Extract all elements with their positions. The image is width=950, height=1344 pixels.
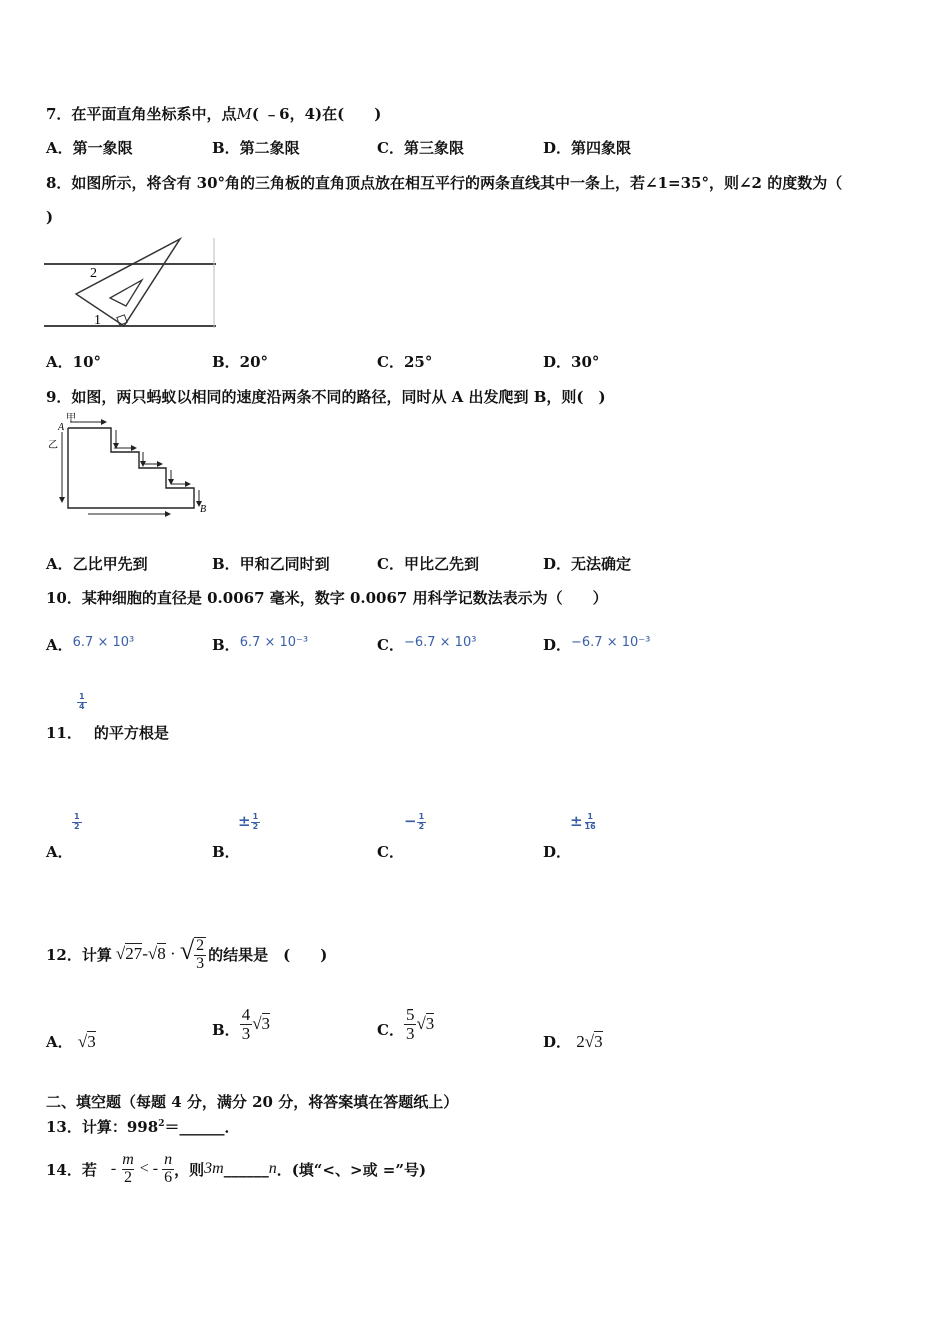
q10-value-c: −6.7 × 10³: [403, 635, 477, 650]
q12-value-c-frac: $\frac{5}{3}$: [405, 1005, 415, 1043]
triangle-outer: [76, 239, 180, 326]
q9-staircase-figure: [44, 412, 214, 522]
q9-option-a[interactable]: A．乙比甲先到: [46, 555, 148, 573]
q12-option-a[interactable]: A． √3: [46, 1032, 96, 1051]
q9-stem: 9．如图，两只蚂蚁以相同的速度沿两条不同的路径，同时从 A 出发爬到 B，则( ): [46, 388, 606, 406]
q7-option-b[interactable]: B．第二象限: [212, 139, 300, 157]
q8-option-a[interactable]: A．10°: [46, 353, 102, 371]
q14-answer-blank[interactable]: ______: [223, 1160, 269, 1179]
q12-option-c[interactable]: C． $\frac{5}{3}$ √3: [377, 1005, 435, 1043]
angle-2-label: 2: [90, 266, 97, 281]
q12-expression: √27-√8 · √ $\frac{2}{3}$: [115, 936, 205, 973]
q12-value-a: √3: [77, 1032, 96, 1051]
q10-option-d[interactable]: D．−6.7 × 10⁻³: [543, 635, 651, 654]
q8-stem-close: ): [46, 208, 54, 226]
q10-option-a[interactable]: A．6.7 × 10³: [46, 635, 135, 654]
q11-option-d-value: ± $\frac{1}{16}$: [570, 812, 596, 831]
q9-option-d[interactable]: D．无法确定: [543, 555, 632, 573]
q10-value-a: 6.7 × 10³: [72, 635, 135, 650]
triangle-inner: [110, 280, 142, 306]
q7-option-c[interactable]: C．第三象限: [377, 139, 464, 157]
q12-stem: 12．计算 √27-√8 · √ $\frac{2}{3}$ 的结果是 ( ): [46, 936, 328, 973]
angle-1-label: 1: [94, 313, 101, 328]
q10-stem: 10．某种细胞的直径是 0.0067 毫米，数字 0.0067 用科学记数法表示为（ ）: [46, 589, 608, 607]
q7-option-d[interactable]: D．第四象限: [543, 139, 632, 157]
q14-stem: 14．若 - $\frac{m}{2}$ < - $\frac{n}{6}$ ，则 3m ______ n ．(填“<、>或 =”号): [46, 1151, 427, 1186]
staircase-outline: [68, 428, 194, 508]
q8-stem: 8．如图所示，将含有 30°角的三角板的直角顶点放在相互平行的两条直线其中一条上，若∠1=35°，则∠2 的度数为（: [46, 174, 843, 192]
q8-option-d[interactable]: D．30°: [543, 353, 600, 371]
q10-option-b[interactable]: B．6.7 × 10⁻³: [212, 635, 309, 654]
q11-option-c-value: − $\frac{1}{2}$: [404, 812, 425, 831]
q8-triangle-figure: [44, 234, 219, 332]
q10-value-b: 6.7 × 10⁻³: [239, 635, 309, 650]
point-label: M: [236, 105, 252, 123]
jia-label: 甲: [66, 413, 76, 424]
q11-option-a-label[interactable]: A．: [46, 843, 73, 861]
q9-option-c[interactable]: C．甲比乙先到: [377, 555, 479, 573]
q12-value-d: 2√3: [576, 1032, 603, 1051]
q11-stem: 11． 的平方根是: [46, 724, 169, 742]
q11-fraction: $\frac{1}{4}$: [79, 692, 85, 711]
q11-option-b-label[interactable]: B．: [212, 843, 240, 861]
section-2-heading: 二、填空题（每题 4 分，满分 20 分，将答案填在答题纸上）: [46, 1093, 459, 1111]
q8-option-c[interactable]: C．25°: [377, 353, 433, 371]
q14-inequality: - $\frac{m}{2}$ < - $\frac{n}{6}$: [110, 1151, 173, 1186]
q12-value-b-frac: $\frac{4}{3}$: [241, 1005, 251, 1043]
q8-option-b[interactable]: B．20°: [212, 353, 269, 371]
q10-value-d: −6.7 × 10⁻³: [571, 635, 651, 650]
q11-option-a-value: $\frac{1}{2}$: [74, 812, 80, 831]
q9-option-b[interactable]: B．甲和乙同时到: [212, 555, 330, 573]
q13-stem: 13．计算：$998^2=\_\_\_\_\_\_$．: [46, 1118, 240, 1136]
point-a-label: A: [58, 422, 65, 433]
q7-stem: 7．在平面直角坐标系中，点M( ﹣6，4)在( ): [46, 105, 382, 123]
yi-label: 乙: [48, 440, 58, 451]
q11-option-c-label[interactable]: C．: [377, 843, 404, 861]
q11-option-d-label[interactable]: D．: [543, 843, 572, 861]
point-b-label: B: [200, 504, 207, 515]
q12-option-d[interactable]: D． 2√3: [543, 1032, 603, 1051]
q12-option-b[interactable]: B． $\frac{4}{3}$ √3: [212, 1005, 271, 1043]
q10-option-c[interactable]: C．−6.7 × 10³: [377, 635, 477, 654]
q7-option-a[interactable]: A．第一象限: [46, 139, 133, 157]
q11-option-b-value: ± $\frac{1}{2}$: [238, 812, 259, 831]
